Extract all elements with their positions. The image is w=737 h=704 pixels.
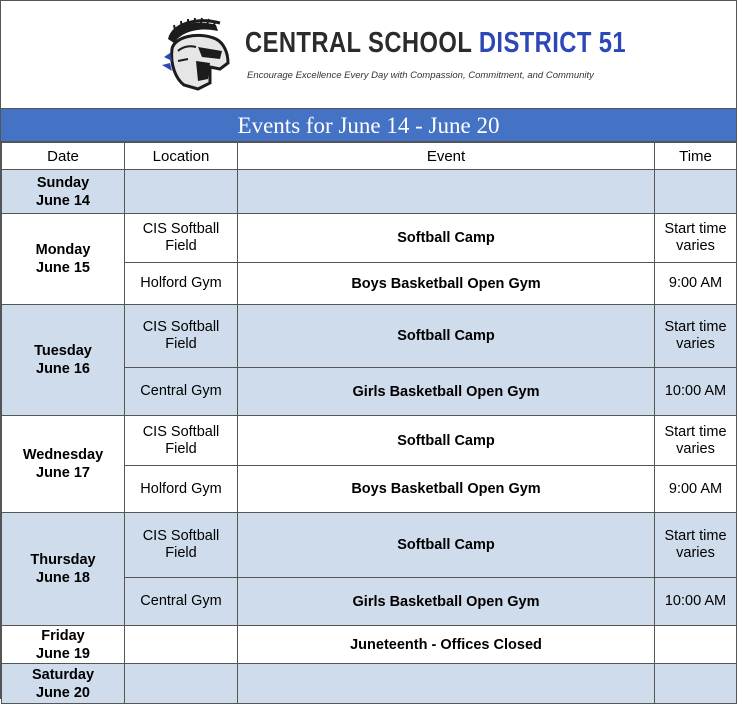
time-cell: Start time varies	[655, 513, 737, 578]
location-cell: CIS Softball Field	[125, 416, 238, 466]
table-row	[2, 170, 737, 214]
time-cell: Start time varies	[655, 214, 737, 263]
location-cell: CIS Softball Field	[125, 305, 238, 368]
table-row	[2, 626, 737, 664]
day-cell: Sunday June 14	[2, 170, 125, 214]
events-table	[1, 142, 737, 704]
time-cell: 9:00 AM	[655, 263, 737, 305]
time-cell	[655, 626, 737, 664]
district-header	[1, 1, 736, 109]
table-row	[2, 305, 737, 368]
event-cell: Softball Camp	[238, 416, 655, 466]
table-row	[2, 416, 737, 466]
column-header-time: Time	[655, 143, 737, 170]
day-cell: Saturday June 20	[2, 664, 125, 704]
location-cell: CIS Softball Field	[125, 214, 238, 263]
location-cell: CIS Softball Field	[125, 513, 238, 578]
day-cell: Tuesday June 16	[2, 305, 125, 416]
day-cell: Friday June 19	[2, 626, 125, 664]
time-cell: 10:00 AM	[655, 578, 737, 626]
events-title-banner: Events for June 14 - June 20	[1, 109, 736, 142]
table-header-row	[2, 143, 737, 170]
event-cell: Boys Basketball Open Gym	[238, 466, 655, 513]
event-cell: Softball Camp	[238, 214, 655, 263]
day-cell: Wednesday June 17	[2, 416, 125, 513]
event-cell: Girls Basketball Open Gym	[238, 368, 655, 416]
location-cell: Holford Gym	[125, 466, 238, 513]
column-header-location: Location	[125, 143, 238, 170]
event-cell: Boys Basketball Open Gym	[238, 263, 655, 305]
time-cell: Start time varies	[655, 416, 737, 466]
spartan-helmet-icon	[158, 17, 240, 95]
column-header-date: Date	[2, 143, 125, 170]
district-tagline: Encourage Excellence Every Day with Compassion, Commitment, and Community	[247, 70, 594, 81]
day-cell: Monday June 15	[2, 214, 125, 305]
district-name: CENTRAL SCHOOL DISTRICT 51	[245, 27, 627, 59]
time-cell	[655, 170, 737, 214]
table-row	[2, 513, 737, 578]
location-cell: Holford Gym	[125, 263, 238, 305]
location-cell	[125, 626, 238, 664]
location-cell: Central Gym	[125, 578, 238, 626]
event-cell	[238, 170, 655, 214]
column-header-event: Event	[238, 143, 655, 170]
time-cell: Start time varies	[655, 305, 737, 368]
location-cell	[125, 170, 238, 214]
table-row	[2, 214, 737, 263]
day-cell: Thursday June 18	[2, 513, 125, 626]
event-cell: Softball Camp	[238, 305, 655, 368]
event-cell: Softball Camp	[238, 513, 655, 578]
event-cell: Girls Basketball Open Gym	[238, 578, 655, 626]
time-cell: 9:00 AM	[655, 466, 737, 513]
time-cell: 10:00 AM	[655, 368, 737, 416]
location-cell: Central Gym	[125, 368, 238, 416]
event-cell: Juneteenth - Offices Closed	[238, 626, 655, 664]
